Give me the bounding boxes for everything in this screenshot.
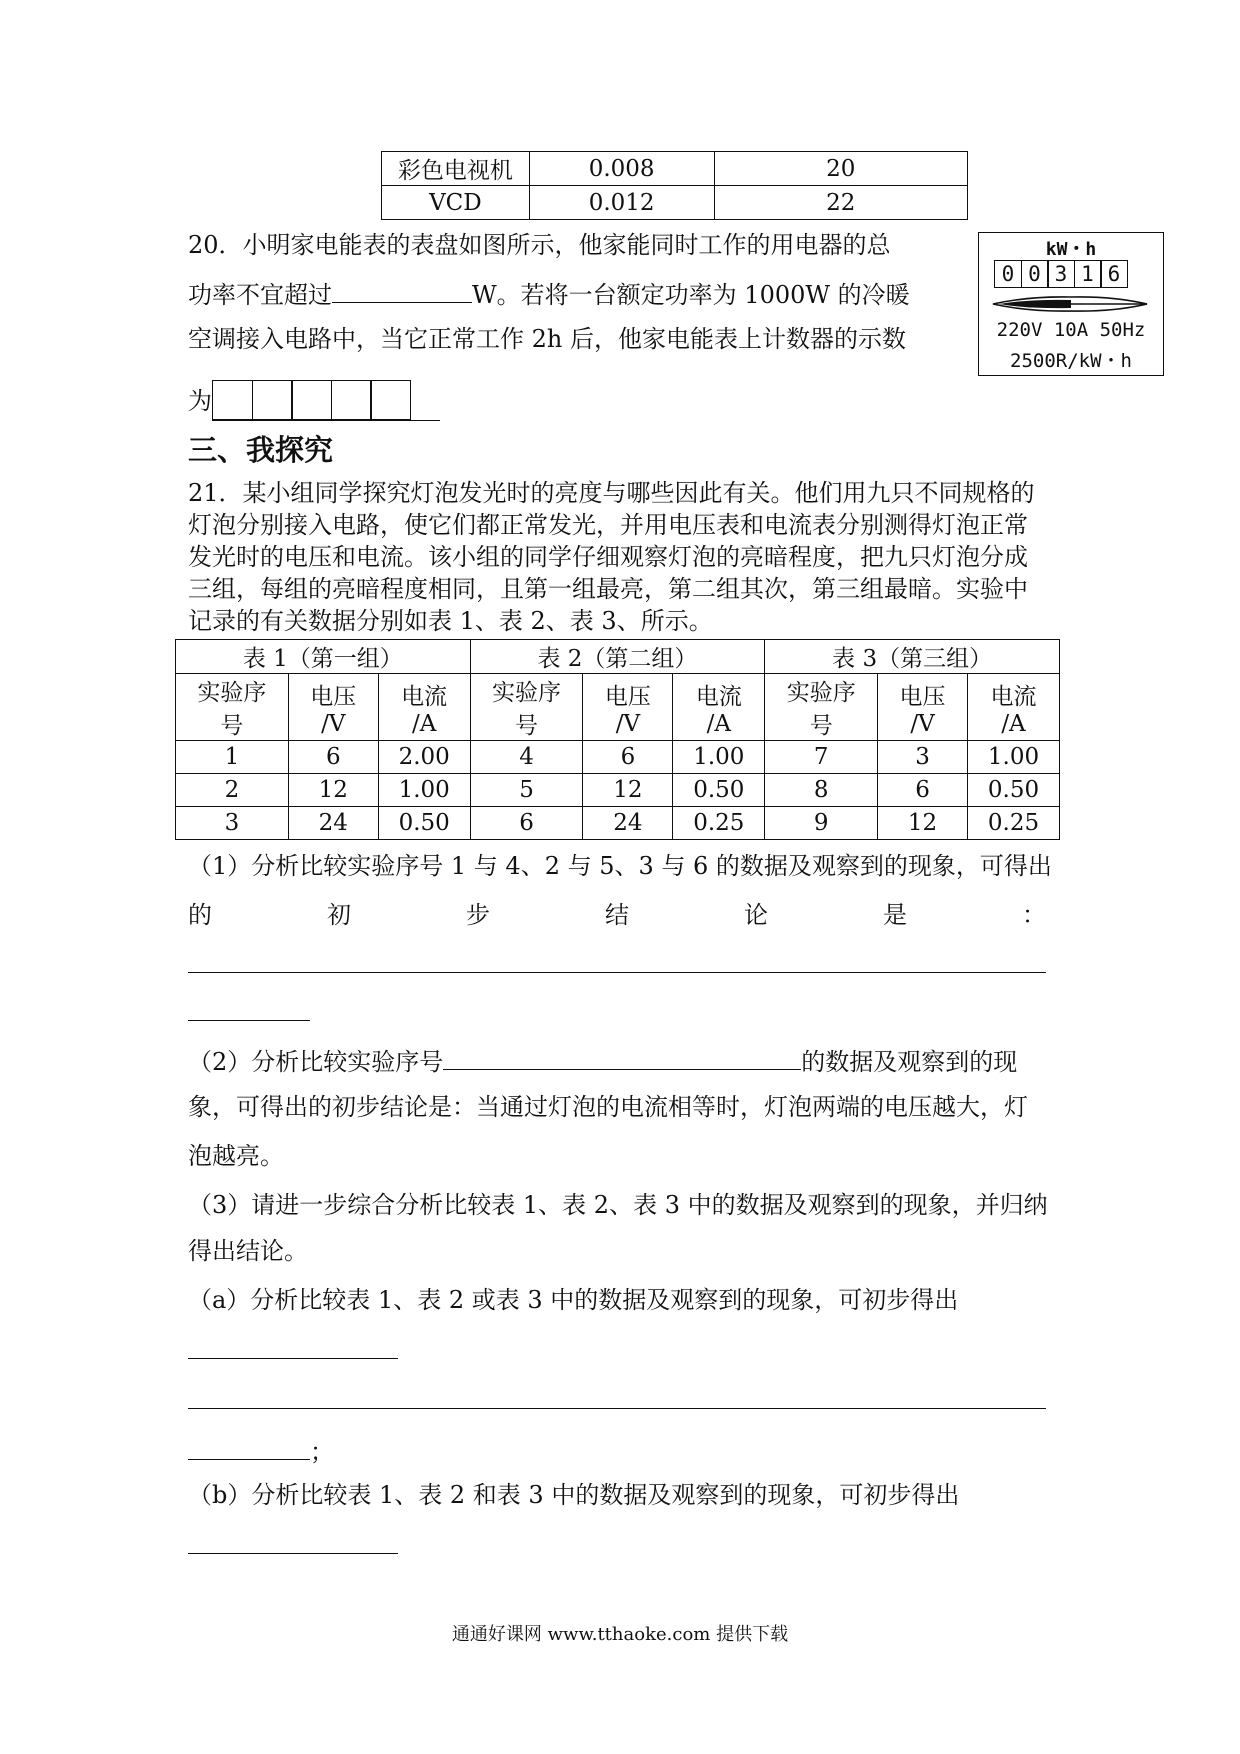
table-cell: 8 [765, 774, 878, 807]
column-header: 电流 /A [378, 674, 470, 741]
table-cell: 0.50 [673, 774, 765, 807]
spread-char: 论 [744, 901, 768, 929]
q20-line2-b: W。若将一台额定功率为 1000W 的冷暖 [472, 281, 910, 309]
table-cell: 6 [583, 741, 673, 774]
digit-blank[interactable] [291, 380, 332, 420]
spread-char: 是 [883, 901, 907, 929]
table-cell: 6 [878, 774, 968, 807]
table-cell: 22 [714, 186, 968, 220]
spread-char: ： [1022, 901, 1046, 929]
q21-part-a-end [188, 1433, 334, 1467]
answer-line-b1[interactable] [188, 1553, 398, 1554]
q21-intro-line: 灯泡分别接入电路，使它们都正常发光，并用电压表和电流表分别测得灯泡正常 [188, 511, 1028, 539]
column-header: 电流 /A [673, 674, 765, 741]
answer-line-a1[interactable] [188, 1358, 398, 1359]
q20-line4-a: 为 [188, 387, 212, 415]
q21-part1-spread [188, 900, 1046, 930]
table-row [382, 186, 968, 220]
column-header: 实验序 号 [765, 674, 878, 741]
section-title: 三、我探究 [188, 433, 334, 467]
table-cell: 2.00 [378, 741, 470, 774]
spread-char: 步 [466, 901, 490, 929]
q21-part2-a: （2）分析比较实验序号 [188, 1048, 444, 1076]
table-cell: 3 [176, 807, 289, 840]
table-row [176, 774, 1060, 807]
appliance-table [381, 151, 968, 220]
table-cell: 6 [288, 741, 378, 774]
table-cell: 20 [714, 152, 968, 186]
q21-part2-b: 的数据及观察到的现 [801, 1048, 1018, 1076]
table-row [176, 741, 1060, 774]
column-header: 电压 /V [288, 674, 378, 741]
table-cell: 1.00 [673, 741, 765, 774]
answer-line-part1[interactable] [188, 972, 1046, 973]
table-cell: 7 [765, 741, 878, 774]
table-cell: 2 [176, 774, 289, 807]
table-cell: 6 [470, 807, 583, 840]
q21-intro-line: 三组，每组的亮暗程度相同，且第一组最亮，第二组其次，第三组最暗。实验中 [188, 575, 1028, 603]
table-cell: VCD [382, 186, 530, 220]
answer-line-a2[interactable] [188, 1408, 1046, 1409]
column-header: 电流 /A [968, 674, 1060, 741]
meter-digit: 0 [1021, 260, 1049, 288]
q21-part-a-line1: （a）分析比较表 1、表 2 或表 3 中的数据及观察到的现象，可初步得出 [188, 1286, 959, 1314]
table-group-title: 表 2（第二组） [470, 640, 765, 674]
table-cell: 12 [583, 774, 673, 807]
table-cell: 24 [288, 807, 378, 840]
spread-char: 的 [188, 901, 212, 929]
column-header: 电压 /V [583, 674, 673, 741]
answer-line-a3[interactable] [188, 1433, 310, 1460]
column-header: 电压 /V [878, 674, 968, 741]
table-cell: 0.25 [673, 807, 765, 840]
table-row [176, 807, 1060, 840]
digit-blank[interactable] [370, 380, 411, 420]
table-cell: 0.008 [529, 152, 714, 186]
electric-meter-figure [978, 232, 1164, 376]
meter-counter [994, 260, 1127, 288]
q21-intro-line: 21．某小组同学探究灯泡发光时的亮度与哪些因此有关。他们用九只不同规格的 [188, 479, 1035, 507]
column-header: 实验序 号 [176, 674, 289, 741]
q20-line1: 20．小明家电能表的表盘如图所示，他家能同时工作的用电器的总 [188, 231, 891, 259]
meter-digit: 3 [1047, 260, 1075, 288]
spread-char: 初 [327, 901, 351, 929]
q20-line2-a: 功率不宜超过 [188, 281, 332, 309]
table-cell: 5 [470, 774, 583, 807]
table-cell: 12 [878, 807, 968, 840]
digit-blank[interactable] [252, 380, 293, 420]
table-group-title: 表 3（第三组） [765, 640, 1060, 674]
q21-part3-line2: 得出结论。 [188, 1237, 308, 1265]
meter-digit: 1 [1074, 260, 1102, 288]
q20-line3: 空调接入电路中，当它正常工作 2h 后，他家电能表上计数器的示数 [188, 325, 906, 353]
q21-intro-line: 记录的有关数据分别如表 1、表 2、表 3、所示。 [188, 607, 713, 635]
table-row [382, 152, 968, 186]
q21-part2-line2: 象，可得出的初步结论是：当通过灯泡的电流相等时，灯泡两端的电压越大，灯 [188, 1093, 1028, 1121]
q21-part1-line1: （1）分析比较实验序号 1 与 4、2 与 5、3 与 6 的数据及观察到的现象，可得出 [188, 852, 1052, 880]
q20-line4 [188, 370, 440, 421]
experiment-number-blank[interactable] [443, 1043, 801, 1070]
meter-spec-revolutions: 2500R/kW・h [1010, 350, 1132, 372]
q21-part3-line1: （3）请进一步综合分析比较表 1、表 2、表 3 中的数据及观察到的现象，并归纳 [188, 1191, 1048, 1219]
table-cell: 9 [765, 807, 878, 840]
table-cell: 0.50 [968, 774, 1060, 807]
meter-unit: kW・h [1045, 239, 1097, 260]
q21-part2-line3: 泡越亮。 [188, 1142, 284, 1170]
meter-spec-voltage: 220V 10A 50Hz [996, 319, 1146, 341]
q21-part2-line1 [188, 1043, 1017, 1077]
experiment-data-table [175, 639, 1060, 840]
table-cell: 彩色电视机 [382, 152, 530, 186]
meter-digit: 6 [1100, 260, 1128, 288]
table-cell: 1 [176, 741, 289, 774]
table-group-title: 表 1（第一组） [176, 640, 471, 674]
table-cell: 1.00 [378, 774, 470, 807]
q21-part-b-line1: （b）分析比较表 1、表 2 和表 3 中的数据及观察到的现象，可初步得出 [188, 1481, 960, 1509]
power-answer-blank[interactable] [332, 276, 472, 303]
meter-digit: 0 [994, 260, 1022, 288]
meter-disc-icon [989, 293, 1153, 315]
table-cell: 0.012 [529, 186, 714, 220]
table-group-header-row [176, 640, 1060, 674]
q20-line2 [188, 276, 910, 310]
spread-char: 结 [605, 901, 629, 929]
table-cell: 0.25 [968, 807, 1060, 840]
semicolon: ； [310, 1438, 334, 1466]
table-cell: 24 [583, 807, 673, 840]
q21-intro-line: 发光时的电压和电流。该小组的同学仔细观察灯泡的亮暗程度，把九只灯泡分成 [188, 543, 1028, 571]
table-column-header-row [176, 674, 1060, 741]
table-cell: 4 [470, 741, 583, 774]
table-cell: 1.00 [968, 741, 1060, 774]
meter-reading-blank[interactable] [212, 370, 440, 421]
page-footer: 通通好课网 www.tthaoke.com 提供下载 [451, 1624, 789, 1645]
digit-blank[interactable] [331, 380, 372, 420]
table-cell: 0.50 [378, 807, 470, 840]
column-header: 实验序 号 [470, 674, 583, 741]
digit-blank[interactable] [212, 380, 253, 420]
answer-line-part1-end[interactable] [188, 1020, 310, 1021]
table-cell: 12 [288, 774, 378, 807]
table-cell: 3 [878, 741, 968, 774]
